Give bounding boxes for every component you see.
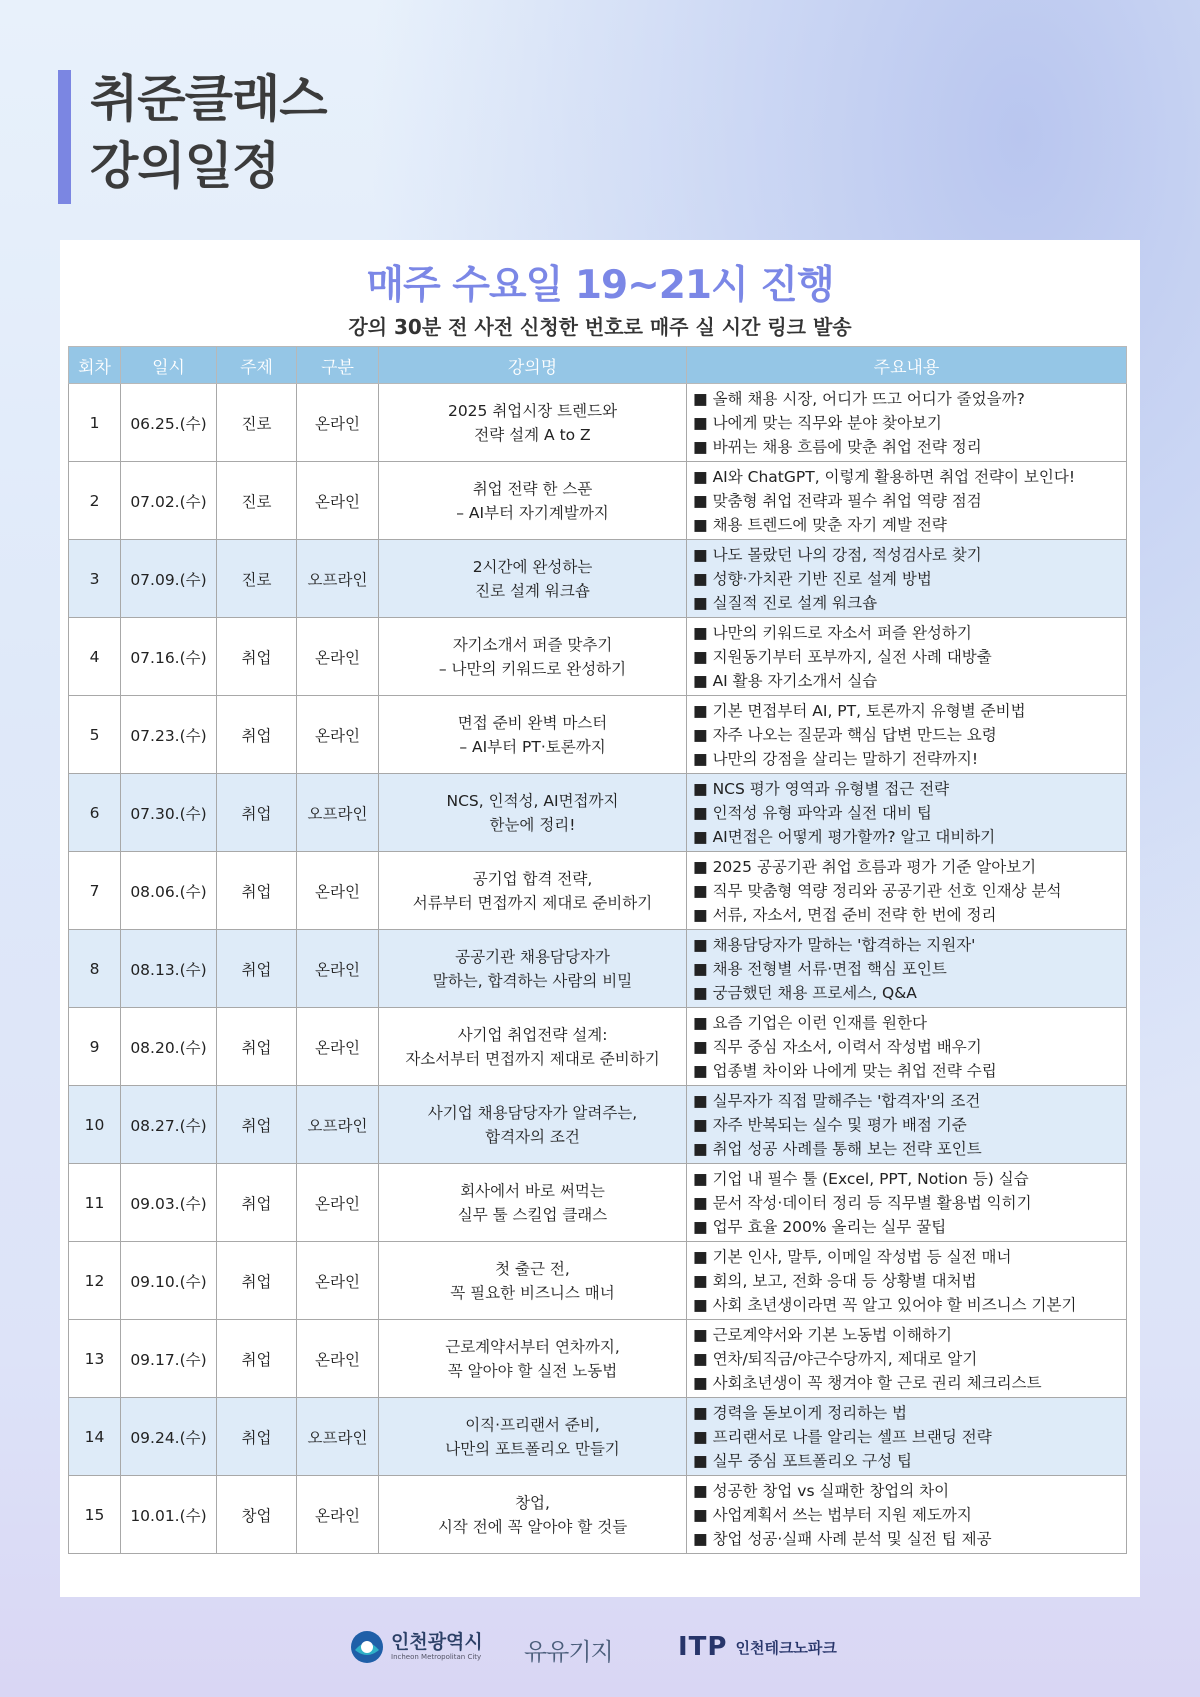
topic-cell: 취업 (217, 1008, 297, 1086)
header-cell: 회차 (69, 347, 121, 384)
content-item: ■ 올해 채용 시장, 어디가 뜨고 어디가 줄었을까? (693, 389, 1025, 408)
schedule-table (68, 346, 1127, 1554)
content-item: ■ 실질적 진로 설계 워크숍 (693, 593, 878, 612)
date-cell: 07.16.(수) (121, 618, 217, 696)
lecture-title-line1: 사기업 채용담당자가 알려주는, (427, 1103, 638, 1122)
table-row (69, 852, 1127, 930)
lecture-title-cell (379, 540, 687, 618)
topic-cell: 취업 (217, 1086, 297, 1164)
lecture-title-cell (379, 1086, 687, 1164)
session-number-cell: 2 (69, 462, 121, 540)
lecture-title-line1: 회사에서 바로 써먹는 (460, 1181, 605, 1200)
content-item: ■ 업무 효율 200% 올리는 실무 꿀팁 (693, 1217, 947, 1236)
table-row (69, 1086, 1127, 1164)
content-item: ■ 업종별 차이와 나에게 맞는 취업 전략 수립 (693, 1061, 997, 1080)
lecture-title-line1: 자기소개서 퍼즐 맞추기 (452, 635, 613, 654)
session-number-cell: 5 (69, 696, 121, 774)
lecture-title-cell (379, 1242, 687, 1320)
schedule-headline: 매주 수요일 19~21시 진행 (366, 263, 834, 308)
topic-cell: 취업 (217, 618, 297, 696)
session-number-cell: 3 (69, 540, 121, 618)
content-cell (687, 1476, 1127, 1554)
yuyu-base-logo (524, 1632, 613, 1667)
lecture-title-line1: 창업, (515, 1493, 550, 1512)
content-cell (687, 1164, 1127, 1242)
header-cell: 구분 (297, 347, 379, 384)
content-item: ■ 사업계획서 쓰는 법부터 지원 제도까지 (693, 1505, 972, 1524)
session-number-cell: 14 (69, 1398, 121, 1476)
session-number-cell: 10 (69, 1086, 121, 1164)
lecture-title-cell (379, 384, 687, 462)
table-row (69, 1164, 1127, 1242)
content-cell (687, 384, 1127, 462)
page-title (90, 66, 327, 200)
content-item: ■ NCS 평가 영역과 유형별 접근 전략 (693, 779, 950, 798)
content-item: ■ 채용 전형별 서류·면접 핵심 포인트 (693, 959, 947, 978)
date-cell: 08.06.(수) (121, 852, 217, 930)
content-cell (687, 774, 1127, 852)
incheon-emblem-icon (350, 1630, 384, 1664)
date-cell: 08.13.(수) (121, 930, 217, 1008)
lecture-title-line2: 꼭 알아야 할 실전 노동법 (447, 1361, 618, 1380)
content-item: ■ 프리랜서로 나를 알리는 셀프 브랜딩 전략 (693, 1427, 992, 1446)
lecture-title-line2: 서류부터 면접까지 제대로 준비하기 (412, 893, 653, 912)
type-cell: 온라인 (297, 1242, 379, 1320)
table-row (69, 618, 1127, 696)
lecture-title-line1: 공기업 합격 전략, (472, 869, 593, 888)
content-item: ■ 자주 반복되는 실수 및 평가 배점 기준 (693, 1115, 967, 1134)
lecture-title-line2: 합격자의 조건 (485, 1127, 580, 1146)
date-cell: 09.03.(수) (121, 1164, 217, 1242)
lecture-title-line1: 사기업 취업전략 설계: (457, 1025, 608, 1044)
lecture-title-cell (379, 1164, 687, 1242)
schedule-subline: 강의 30분 전 사전 신청한 번호로 매주 실 시간 링크 발송 (348, 315, 852, 339)
schedule-card (60, 240, 1140, 1597)
content-item: ■ 사회 초년생이라면 꼭 알고 있어야 할 비즈니스 기본기 (693, 1295, 1077, 1314)
itp-logo (678, 1632, 837, 1662)
topic-cell: 취업 (217, 1242, 297, 1320)
lecture-title-line2: 전략 설계 A to Z (474, 425, 591, 444)
content-item: ■ 회의, 보고, 전화 응대 등 상황별 대처법 (693, 1271, 977, 1290)
date-cell: 07.02.(수) (121, 462, 217, 540)
type-cell: 온라인 (297, 852, 379, 930)
lecture-title-line1: 공공기관 채용담당자가 (455, 947, 610, 966)
type-cell: 온라인 (297, 1320, 379, 1398)
logo3-mark: ITP (678, 1632, 728, 1662)
logo2-text: 유유기지 (524, 1638, 613, 1666)
title-accent-bar (58, 70, 71, 204)
topic-cell: 진로 (217, 540, 297, 618)
topic-cell: 창업 (217, 1476, 297, 1554)
content-cell (687, 1398, 1127, 1476)
footer-logos (0, 1628, 1200, 1678)
content-item: ■ 문서 작성·데이터 정리 등 직무별 활용법 익히기 (693, 1193, 1032, 1212)
date-cell: 07.30.(수) (121, 774, 217, 852)
lecture-title-line2: 나만의 포트폴리오 만들기 (445, 1439, 620, 1458)
type-cell: 오프라인 (297, 1398, 379, 1476)
date-cell: 07.09.(수) (121, 540, 217, 618)
type-cell: 오프라인 (297, 1086, 379, 1164)
date-cell: 06.25.(수) (121, 384, 217, 462)
lecture-title-line1: 2시간에 완성하는 (472, 557, 593, 576)
content-cell (687, 1086, 1127, 1164)
content-item: ■ 연차/퇴직금/야근수당까지, 제대로 알기 (693, 1349, 978, 1368)
date-cell: 07.23.(수) (121, 696, 217, 774)
lecture-title-cell (379, 462, 687, 540)
topic-cell: 취업 (217, 930, 297, 1008)
content-item: ■ 기업 내 필수 툴 (Excel, PPT, Notion 등) 실습 (693, 1169, 1029, 1188)
content-item: ■ 2025 공공기관 취업 흐름과 평가 기준 알아보기 (693, 857, 1037, 876)
date-cell: 09.17.(수) (121, 1320, 217, 1398)
table-row (69, 1320, 1127, 1398)
table-row (69, 930, 1127, 1008)
session-number-cell: 12 (69, 1242, 121, 1320)
topic-cell: 취업 (217, 774, 297, 852)
table-header-row (69, 347, 1127, 384)
lecture-title-line2: 진로 설계 워크숍 (475, 581, 590, 600)
content-item: ■ 궁금했던 채용 프로세스, Q&A (693, 983, 917, 1002)
content-item: ■ AI 활용 자기소개서 실습 (693, 671, 878, 690)
type-cell: 온라인 (297, 462, 379, 540)
topic-cell: 취업 (217, 1164, 297, 1242)
lecture-title-line1: 첫 출근 전, (495, 1259, 570, 1278)
content-item: ■ 사회초년생이 꼭 챙겨야 할 근로 권리 체크리스트 (693, 1373, 1042, 1392)
table-row (69, 774, 1127, 852)
lecture-title-line2: – AI부터 PT·토론까지 (459, 737, 606, 756)
lecture-title-line2: 시작 전에 꼭 알아야 할 것들 (437, 1517, 628, 1536)
session-number-cell: 8 (69, 930, 121, 1008)
lecture-title-line2: 실무 툴 스킬업 클래스 (457, 1205, 608, 1224)
content-item: ■ 인적성 유형 파악과 실전 대비 팁 (693, 803, 932, 822)
content-cell (687, 1320, 1127, 1398)
type-cell: 오프라인 (297, 540, 379, 618)
content-item: ■ 직무 중심 자소서, 이력서 작성법 배우기 (693, 1037, 982, 1056)
content-cell (687, 1242, 1127, 1320)
lecture-title-cell (379, 1476, 687, 1554)
session-number-cell: 6 (69, 774, 121, 852)
type-cell: 온라인 (297, 930, 379, 1008)
lecture-title-line2: 꼭 필요한 비즈니스 매너 (450, 1283, 615, 1302)
session-number-cell: 9 (69, 1008, 121, 1086)
content-item: ■ 요즘 기업은 이런 인재를 원한다 (693, 1013, 927, 1032)
lecture-title-line1: 근로계약서부터 연차까지, (445, 1337, 620, 1356)
content-item: ■ 서류, 자소서, 면접 준비 전략 한 번에 정리 (693, 905, 997, 924)
type-cell: 오프라인 (297, 774, 379, 852)
table-row (69, 1008, 1127, 1086)
content-item: ■ 성향·가치관 기반 진로 설계 방법 (693, 569, 932, 588)
session-number-cell: 13 (69, 1320, 121, 1398)
header-cell: 주제 (217, 347, 297, 384)
session-number-cell: 7 (69, 852, 121, 930)
page-title-line1: 취준클래스 (90, 70, 327, 128)
content-item: ■ 창업 성공·실패 사례 분석 및 실전 팁 제공 (693, 1529, 992, 1548)
logo3-text: 인천테크노파크 (735, 1638, 837, 1657)
lecture-title-cell (379, 930, 687, 1008)
type-cell: 온라인 (297, 696, 379, 774)
content-item: ■ 맞춤형 취업 전략과 필수 취업 역량 점검 (693, 491, 982, 510)
date-cell: 09.24.(수) (121, 1398, 217, 1476)
logo1-subtext: Incheon Metropolitan City (391, 1653, 482, 1661)
lecture-title-cell (379, 696, 687, 774)
table-row (69, 540, 1127, 618)
date-cell: 09.10.(수) (121, 1242, 217, 1320)
type-cell: 온라인 (297, 384, 379, 462)
date-cell: 10.01.(수) (121, 1476, 217, 1554)
lecture-title-line2: 자소서부터 면접까지 제대로 준비하기 (405, 1049, 660, 1068)
content-item: ■ 기본 면접부터 AI, PT, 토론까지 유형별 준비법 (693, 701, 1026, 720)
content-cell (687, 540, 1127, 618)
lecture-title-cell (379, 774, 687, 852)
lecture-title-line1: 2025 취업시장 트렌드와 (447, 401, 618, 420)
content-item: ■ 기본 인사, 말투, 이메일 작성법 등 실전 매너 (693, 1247, 1012, 1266)
content-item: ■ 실무 중심 포트폴리오 구성 팁 (693, 1451, 912, 1470)
lecture-title-line1: NCS, 인적성, AI면접까지 (446, 791, 619, 810)
lecture-title-line2: 한눈에 정리! (489, 815, 576, 834)
content-item: ■ 채용담당자가 말하는 '합격하는 지원자' (693, 935, 976, 954)
lecture-title-cell (379, 1008, 687, 1086)
page-title-line2: 강의일정 (90, 137, 280, 195)
topic-cell: 취업 (217, 1320, 297, 1398)
content-item: ■ 나에게 맞는 직무와 분야 찾아보기 (693, 413, 942, 432)
topic-cell: 취업 (217, 696, 297, 774)
date-cell: 08.20.(수) (121, 1008, 217, 1086)
lecture-title-line2: – AI부터 자기계발까지 (456, 503, 609, 522)
lecture-title-line1: 이직·프리랜서 준비, (465, 1415, 600, 1434)
content-item: ■ 근로계약서와 기본 노동법 이해하기 (693, 1325, 952, 1344)
header-cell: 일시 (121, 347, 217, 384)
lecture-title-line2: 말하는, 합격하는 사람의 비밀 (432, 971, 633, 990)
content-item: ■ 채용 트렌드에 맞춘 자기 계발 전략 (693, 515, 947, 534)
content-item: ■ 나만의 키워드로 자소서 퍼즐 완성하기 (693, 623, 972, 642)
type-cell: 온라인 (297, 618, 379, 696)
content-item: ■ 나만의 강점을 살리는 말하기 전략까지! (693, 749, 979, 768)
table-row (69, 696, 1127, 774)
content-item: ■ 자주 나오는 질문과 핵심 답변 만드는 요령 (693, 725, 997, 744)
content-item: ■ AI면접은 어떻게 평가할까? 알고 대비하기 (693, 827, 996, 846)
content-cell (687, 696, 1127, 774)
header-cell: 강의명 (379, 347, 687, 384)
lecture-title-line2: – 나만의 키워드로 완성하기 (438, 659, 627, 678)
table-row (69, 1398, 1127, 1476)
table-body (69, 384, 1127, 1554)
table-row (69, 1242, 1127, 1320)
type-cell: 온라인 (297, 1476, 379, 1554)
date-cell: 08.27.(수) (121, 1086, 217, 1164)
content-item: ■ 나도 몰랐던 나의 강점, 적성검사로 찾기 (693, 545, 982, 564)
content-item: ■ 경력을 돋보이게 정리하는 법 (693, 1403, 908, 1422)
content-cell (687, 462, 1127, 540)
content-item: ■ 취업 성공 사례를 통해 보는 전략 포인트 (693, 1139, 982, 1158)
lecture-title-cell (379, 1320, 687, 1398)
content-cell (687, 852, 1127, 930)
logo1-text: 인천광역시 (391, 1631, 483, 1653)
content-item: ■ 지원동기부터 포부까지, 실전 사례 대방출 (693, 647, 992, 666)
topic-cell: 취업 (217, 852, 297, 930)
lecture-title-line1: 면접 준비 완벽 마스터 (457, 713, 608, 732)
content-item: ■ 성공한 창업 vs 실패한 창업의 차이 (693, 1481, 950, 1500)
type-cell: 온라인 (297, 1164, 379, 1242)
lecture-title-line1: 취업 전략 한 스푼 (472, 479, 593, 498)
lecture-title-cell (379, 852, 687, 930)
type-cell: 온라인 (297, 1008, 379, 1086)
session-number-cell: 1 (69, 384, 121, 462)
content-cell (687, 930, 1127, 1008)
content-item: ■ 바뀌는 채용 흐름에 맞춘 취업 전략 정리 (693, 437, 982, 456)
topic-cell: 취업 (217, 1398, 297, 1476)
content-cell (687, 618, 1127, 696)
table-row (69, 384, 1127, 462)
table-row (69, 1476, 1127, 1554)
header-cell: 주요내용 (687, 347, 1127, 384)
content-cell (687, 1008, 1127, 1086)
content-item: ■ AI와 ChatGPT, 이렇게 활용하면 취업 전략이 보인다! (693, 467, 1076, 486)
topic-cell: 진로 (217, 384, 297, 462)
table-row (69, 462, 1127, 540)
incheon-city-logo (350, 1630, 483, 1664)
lecture-title-cell (379, 618, 687, 696)
content-item: ■ 실무자가 직접 말해주는 '합격자'의 조건 (693, 1091, 981, 1110)
session-number-cell: 4 (69, 618, 121, 696)
lecture-title-cell (379, 1398, 687, 1476)
content-item: ■ 직무 맞춤형 역량 정리와 공공기관 선호 인재상 분석 (693, 881, 1062, 900)
topic-cell: 진로 (217, 462, 297, 540)
session-number-cell: 11 (69, 1164, 121, 1242)
session-number-cell: 15 (69, 1476, 121, 1554)
